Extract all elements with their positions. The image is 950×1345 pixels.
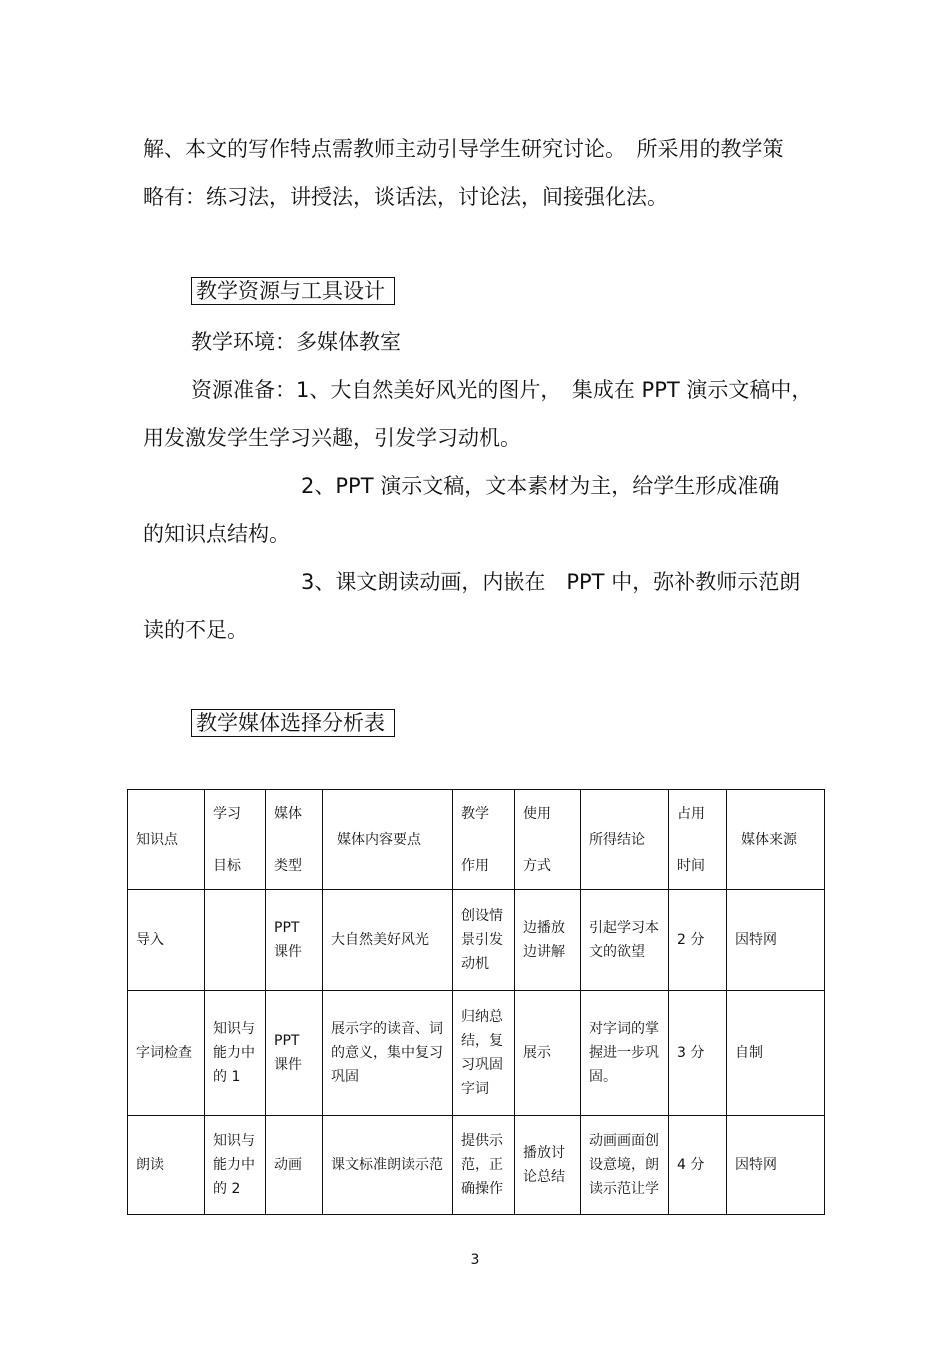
cell-method: 边播放边讲解 <box>515 890 581 991</box>
cell-result: 引起学习本文的欲望 <box>581 890 669 991</box>
resource-3-line-1: 3、课文朗读动画，内嵌在 PPT 中，弥补教师示范朗 <box>301 570 801 594</box>
cell-source: 自制 <box>727 991 825 1116</box>
section-heading-media-table: 教学媒体选择分析表 <box>191 709 395 737</box>
page-number: 3 <box>470 1252 480 1268</box>
header-learning-goal: 学习 目标 <box>205 790 266 890</box>
cell-point: 导入 <box>128 890 205 991</box>
header-teaching-role: 教学 作用 <box>453 790 515 890</box>
teaching-environment: 教学环境：多媒体教室 <box>191 330 401 354</box>
cell-method: 展示 <box>515 991 581 1116</box>
cell-goal <box>205 890 266 991</box>
cell-role: 提供示范，正确操作 <box>453 1116 515 1215</box>
cell-point: 朗读 <box>128 1116 205 1215</box>
cell-source: 因特网 <box>727 890 825 991</box>
table-row <box>128 890 825 991</box>
media-analysis-table <box>127 789 825 1215</box>
cell-result: 对字词的掌握进一步巩固。 <box>581 991 669 1116</box>
cell-content: 课文标准朗读示范 <box>323 1116 453 1215</box>
resource-2-line-1: 2、PPT 演示文稿，文本素材为主，给学生形成准确 <box>301 474 780 498</box>
table-header-row <box>128 790 825 890</box>
cell-source: 因特网 <box>727 1116 825 1215</box>
cell-type: PPT 课件 <box>266 890 323 991</box>
cell-type: 动画 <box>266 1116 323 1215</box>
cell-role: 创设情景引发动机 <box>453 890 515 991</box>
cell-content: 展示字的读音、词的意义，集中复习巩固 <box>323 991 453 1116</box>
cell-goal: 知识与能力中的 2 <box>205 1116 266 1215</box>
cell-time: 2 分 <box>669 890 727 991</box>
header-conclusion: 所得结论 <box>581 790 669 890</box>
header-time: 占用 时间 <box>669 790 727 890</box>
cell-content: 大自然美好风光 <box>323 890 453 991</box>
cell-role: 归纳总结，复习巩固字词 <box>453 991 515 1116</box>
body-line-2: 略有：练习法，讲授法，谈话法，讨论法，间接强化法。 <box>143 185 668 209</box>
cell-type: PPT 课件 <box>266 991 323 1116</box>
header-knowledge-point: 知识点 <box>128 790 205 890</box>
header-media-content: 媒体内容要点 <box>323 790 453 890</box>
cell-method: 播放讨论总结 <box>515 1116 581 1215</box>
cell-time: 4 分 <box>669 1116 727 1215</box>
resource-1-line-1: 资源准备：1、大自然美好风光的图片， 集成在 PPT 演示文稿中， <box>191 378 813 402</box>
table-row <box>128 1116 825 1215</box>
resource-2-line-2: 的知识点结构。 <box>143 522 290 546</box>
body-line-1: 解、本文的写作特点需教师主动引导学生研究讨论。 所采用的教学策 <box>143 137 784 161</box>
header-usage-method: 使用 方式 <box>515 790 581 890</box>
table-row <box>128 991 825 1116</box>
cell-goal: 知识与能力中的 1 <box>205 991 266 1116</box>
cell-time: 3 分 <box>669 991 727 1116</box>
header-media-type: 媒体 类型 <box>266 790 323 890</box>
header-media-source: 媒体来源 <box>727 790 825 890</box>
resource-1-line-2: 用发激发学生学习兴趣，引发学习动机。 <box>143 426 521 450</box>
section-heading-resources: 教学资源与工具设计 <box>191 277 395 305</box>
cell-result: 动画画面创设意境，朗读示范让学 <box>581 1116 669 1215</box>
cell-point: 字词检查 <box>128 991 205 1116</box>
resource-3-line-2: 读的不足。 <box>143 618 248 642</box>
